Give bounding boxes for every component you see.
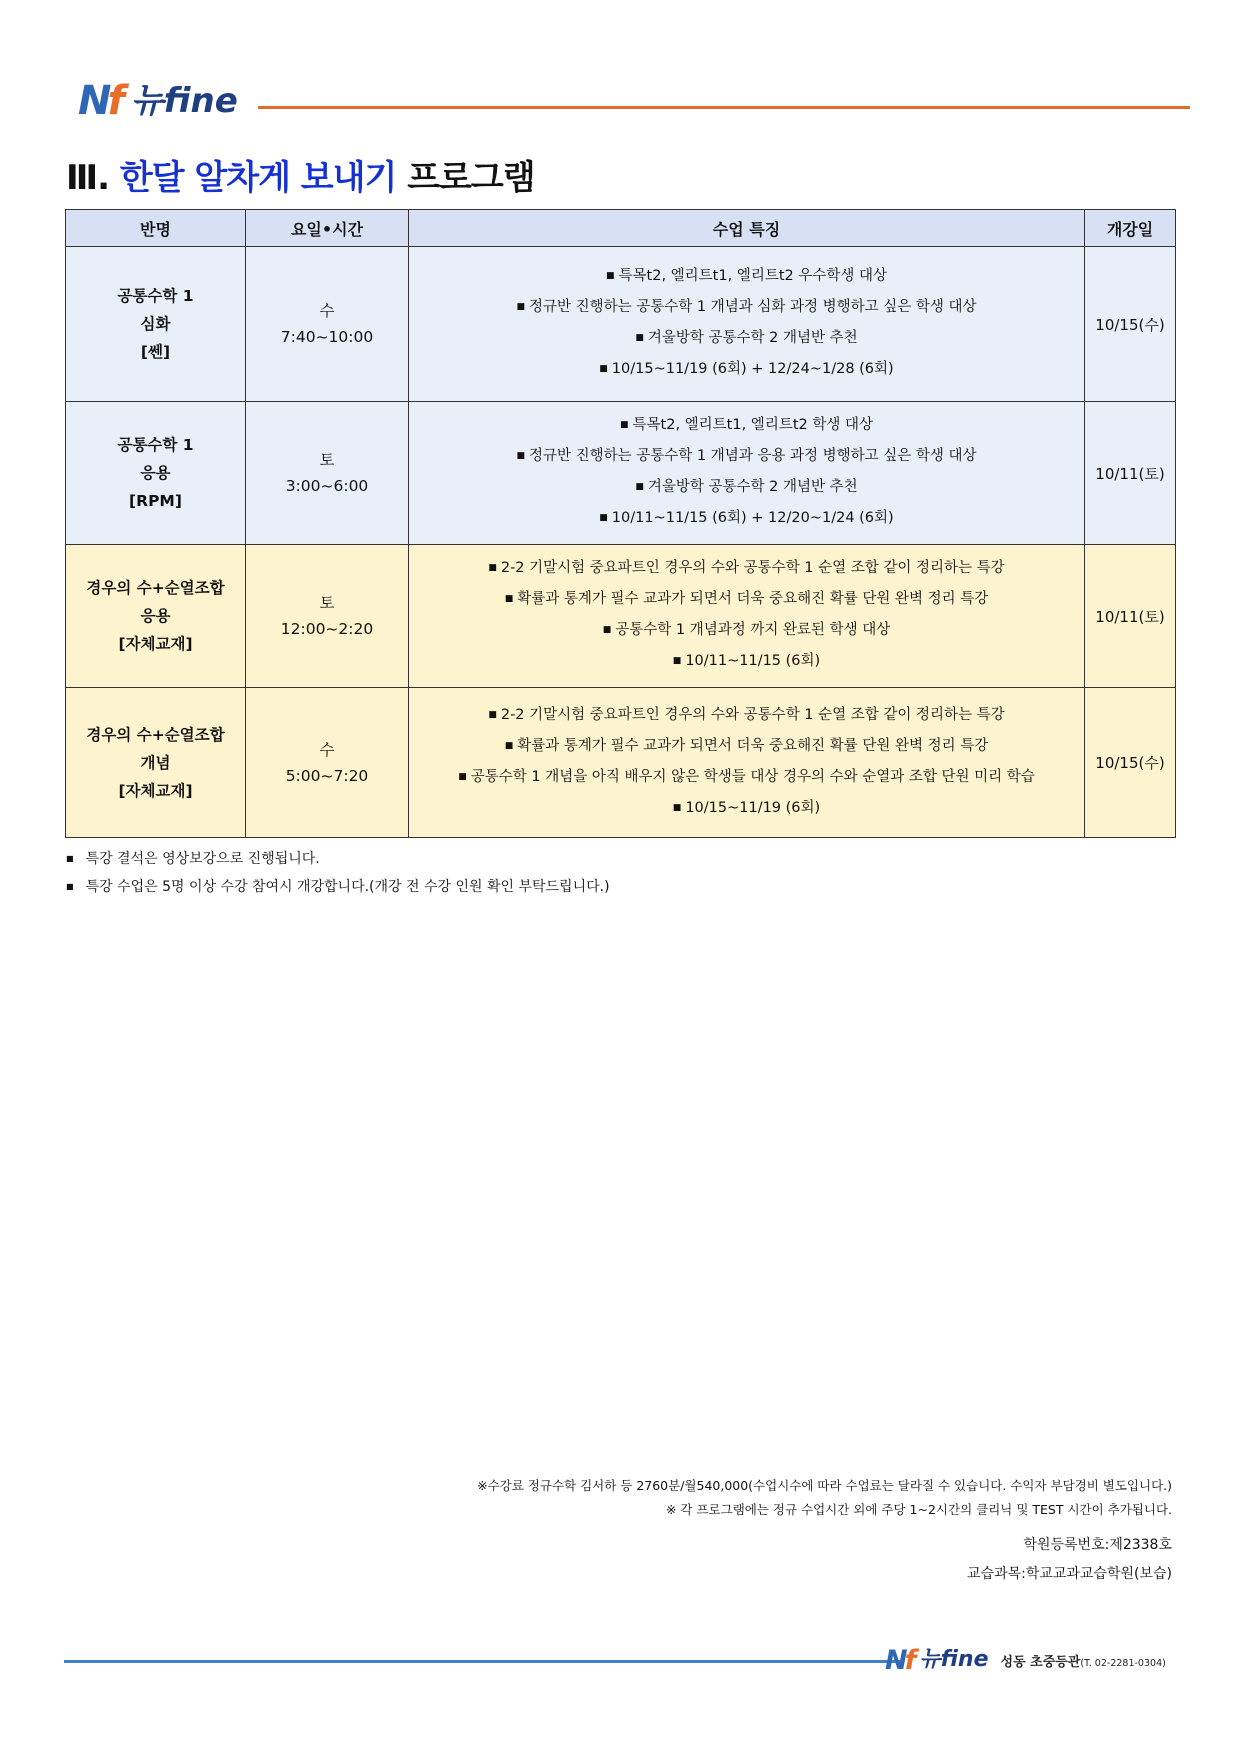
features-cell — [409, 247, 1085, 402]
class-name-cell: 공통수학 1 심화 [쎈] — [66, 247, 246, 402]
start-date-cell: 10/11(토) — [1085, 545, 1176, 688]
registration-info — [967, 1531, 1172, 1589]
feature-item: ■ 겨울방학 공통수학 2 개념반 추천 — [419, 324, 1074, 355]
class-name-cell: 경우의 수+순열조합 개념 [자체교재] — [66, 688, 246, 838]
logo-mark: Nf — [78, 78, 121, 124]
start-date-cell: 10/15(수) — [1085, 247, 1176, 402]
header-day-time: 요일•시간 — [246, 210, 409, 247]
day-time-cell: 수 5:00~7:20 — [246, 688, 409, 838]
header-start-date: 개강일 — [1085, 210, 1176, 247]
header-divider — [258, 106, 1190, 109]
feature-item: ■ 공통수학 1 개념과정 까지 완료된 학생 대상 — [419, 616, 1074, 647]
section-number: Ⅲ. — [66, 158, 110, 198]
day-time-cell: 토 3:00~6:00 — [246, 402, 409, 545]
class-name-cell: 공통수학 1 응용 [RPM] — [66, 402, 246, 545]
header-class: 반명 — [66, 210, 246, 247]
page-header — [78, 76, 1190, 126]
logo-text: 뉴fine — [919, 1647, 989, 1672]
feature-item: ■ 확률과 통계가 필수 교과가 되면서 더욱 중요해진 확률 단원 완벽 정리 특강 — [419, 585, 1074, 616]
branch-name: 성동 초중등관(T. 02-2281-0304) — [1000, 1654, 1166, 1670]
feature-item: ■ 2-2 기말시험 중요파트인 경우의 수와 공통수학 1 순열 조합 같이 정리하는 특강 — [419, 554, 1074, 585]
table-header-row — [66, 210, 1176, 247]
fee-note: ※ 각 프로그램에는 정규 수업시간 외에 주당 1~2시간의 클리닉 및 TEST 시간이 추가됩니다. — [665, 1502, 1172, 1517]
section-title — [66, 150, 535, 199]
feature-item: ■ 정규반 진행하는 공통수학 1 개념과 심화 과정 병행하고 싶은 학생 대상 — [419, 293, 1074, 324]
feature-item: ■ 10/11~11/15 (6회) — [419, 647, 1074, 678]
header-features: 수업 특징 — [409, 210, 1085, 247]
table-row — [66, 545, 1176, 688]
feature-item: ■ 확률과 통계가 필수 교과가 되면서 더욱 중요해진 확률 단원 완벽 정리 특강 — [419, 732, 1074, 763]
notes-list — [66, 846, 610, 902]
feature-item: ■ 정규반 진행하는 공통수학 1 개념과 응용 과정 병행하고 싶은 학생 대상 — [419, 442, 1074, 473]
table-row — [66, 402, 1176, 545]
fee-notes — [477, 1474, 1172, 1522]
feature-item: ■ 공통수학 1 개념을 아직 배우지 않은 학생들 대상 경우의 수와 순열과 조합 단원 미리 학습 — [419, 763, 1074, 794]
day-time-cell: 수 7:40~10:00 — [246, 247, 409, 402]
feature-item: ■ 특목t2, 엘리트t1, 엘리트t2 우수학생 대상 — [419, 262, 1074, 293]
schedule-table — [65, 209, 1176, 838]
features-cell — [409, 402, 1085, 545]
feature-item: ■ 10/11~11/15 (6회) + 12/20~1/24 (6회) — [419, 504, 1074, 535]
footer-logo — [885, 1643, 1166, 1677]
brand-logo — [78, 76, 238, 126]
note-item: ■ 특강 수업은 5명 이상 수강 참여시 개강합니다.(개강 전 수강 인원 확인 부탁드립니다.) — [66, 874, 610, 902]
table-row — [66, 688, 1176, 838]
footer-divider — [64, 1660, 900, 1663]
teaching-subject: 교습과목:학교교과교습학원(보습) — [967, 1566, 1172, 1582]
branch-phone: (T. 02-2281-0304) — [1080, 1657, 1166, 1669]
section-title-highlight: 한달 알차게 보내기 — [119, 158, 397, 198]
class-name-cell: 경우의 수+순열조합 응용 [자체교재] — [66, 545, 246, 688]
start-date-cell: 10/11(토) — [1085, 402, 1176, 545]
feature-item: ■ 겨울방학 공통수학 2 개념반 추천 — [419, 473, 1074, 504]
registration-number: 학원등록번호:제2338호 — [1023, 1537, 1172, 1553]
features-cell — [409, 545, 1085, 688]
note-item: ■ 특강 결석은 영상보강으로 진행됩니다. — [66, 846, 610, 874]
logo-text: 뉴fine — [130, 81, 238, 121]
section-title-rest: 프로그램 — [407, 158, 535, 198]
start-date-cell: 10/15(수) — [1085, 688, 1176, 838]
feature-item: ■ 특목t2, 엘리트t1, 엘리트t2 학생 대상 — [419, 411, 1074, 442]
logo-mark: Nf — [885, 1644, 914, 1676]
feature-item: ■ 10/15~11/19 (6회) — [419, 794, 1074, 825]
fee-note: ※수강료 정규수학 김서하 등 2760분/월540,000(수업시수에 따라 수업료는 달라질 수 있습니다. 수익자 부담경비 별도입니다.) — [477, 1478, 1172, 1493]
feature-item: ■ 2-2 기말시험 중요파트인 경우의 수와 공통수학 1 순열 조합 같이 정리하는 특강 — [419, 701, 1074, 732]
features-cell — [409, 688, 1085, 838]
day-time-cell: 토 12:00~2:20 — [246, 545, 409, 688]
feature-item: ■ 10/15~11/19 (6회) + 12/24~1/28 (6회) — [419, 355, 1074, 386]
table-row — [66, 247, 1176, 402]
